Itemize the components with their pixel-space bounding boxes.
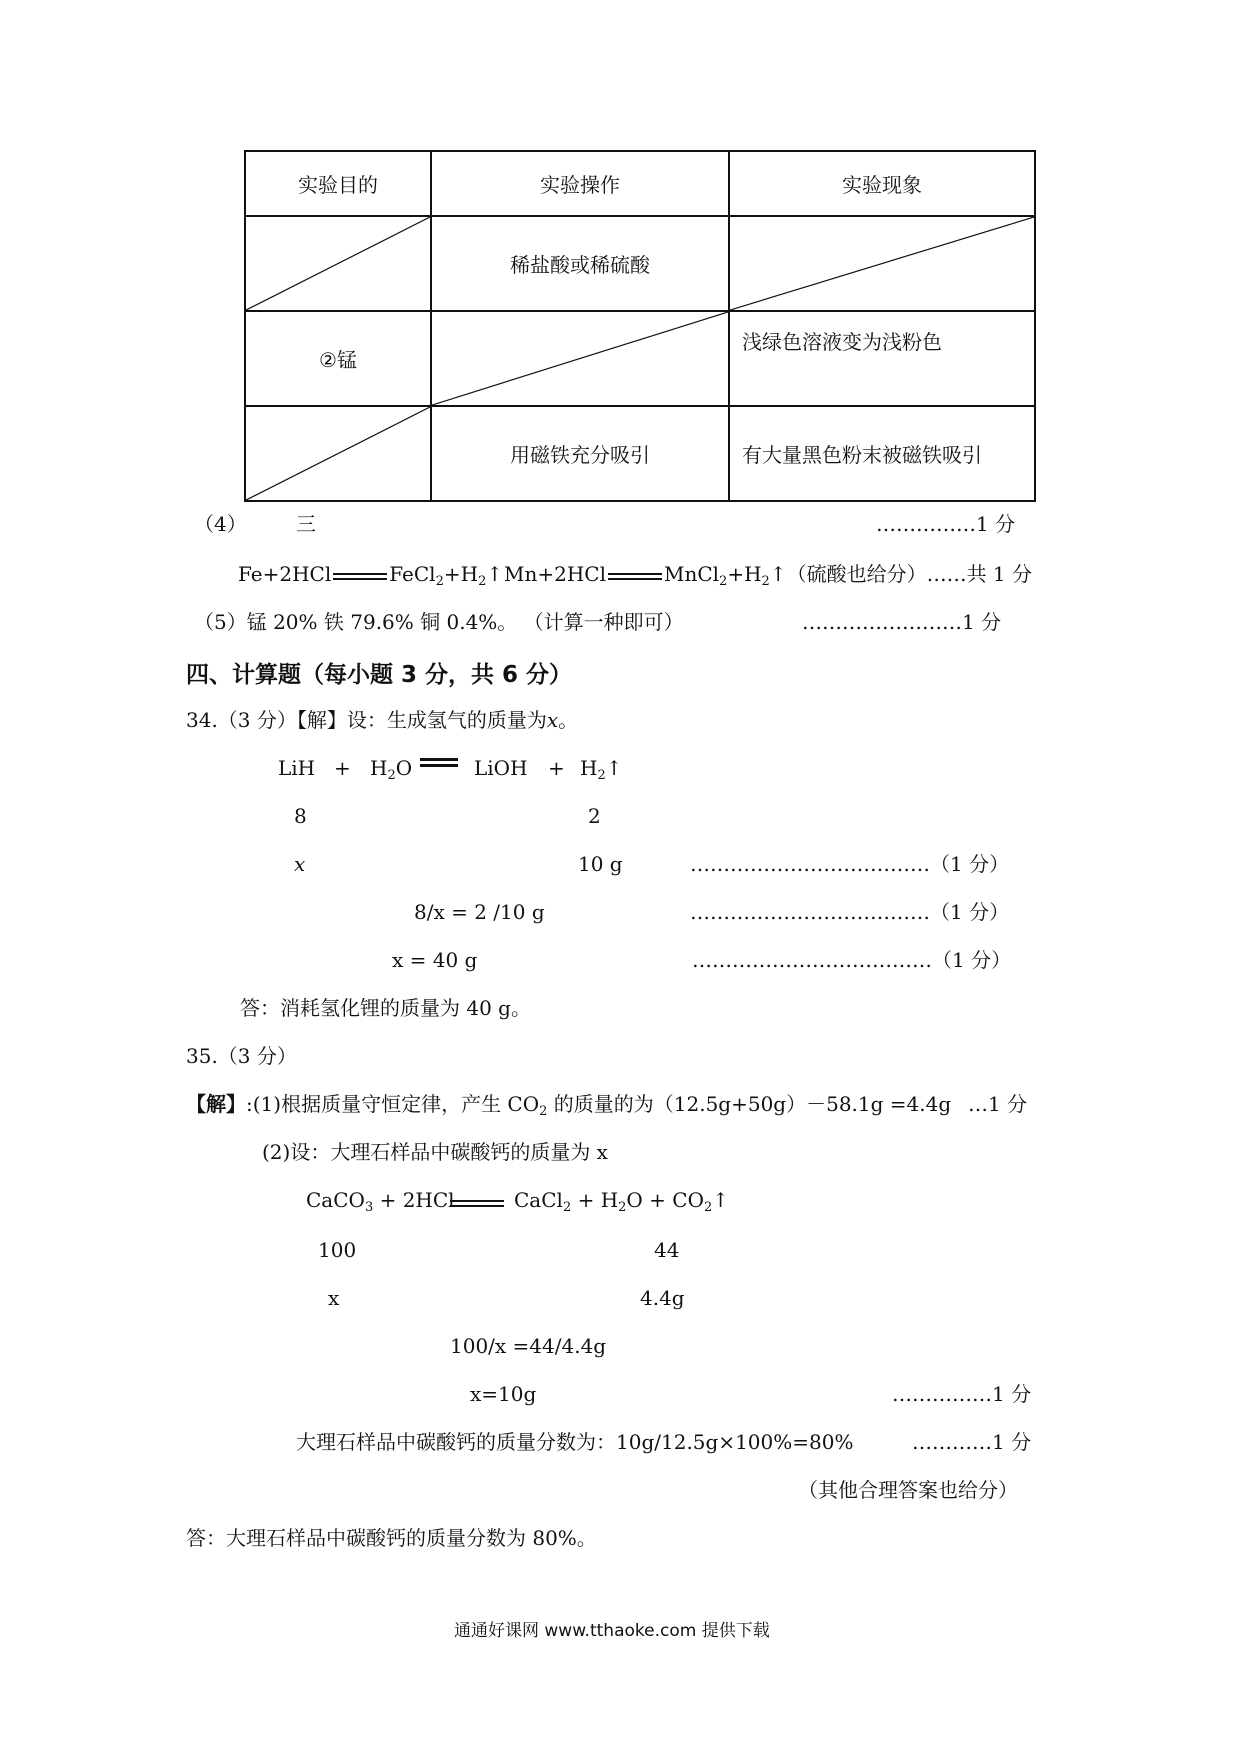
q35-ratio: 100/x =44/4.4g xyxy=(450,1334,607,1358)
plus-sign: + xyxy=(548,756,565,780)
q34-ratio: 8/x = 2 /10 g xyxy=(414,900,545,924)
subscript: 2 xyxy=(562,1200,572,1215)
up-arrow-icon: ↑ xyxy=(769,562,787,586)
q35-part1 xyxy=(186,1092,951,1124)
up-arrow-icon: ↑ xyxy=(712,1188,730,1212)
diagonal-line xyxy=(730,217,1034,310)
q5-text: （5）锰 20% 铁 79.6% 铜 0.4%。 （计算一种即可） xyxy=(194,610,684,634)
q4-score: ……………1 分 xyxy=(876,512,1016,536)
q34-intro xyxy=(186,708,578,732)
formula-part: O + CO xyxy=(626,1188,704,1212)
q4-equation-fe xyxy=(238,562,503,594)
formula-part: + 2HCl xyxy=(373,1188,455,1212)
table-cell: 有大量黑色粉末被磁铁吸引 xyxy=(729,406,1035,501)
q34-score-3: ………………………………（1 分） xyxy=(692,948,1012,972)
variable: x xyxy=(546,708,559,732)
subscript: 2 xyxy=(719,574,728,589)
up-arrow-icon: ↑ xyxy=(605,756,623,780)
subscript: 2 xyxy=(618,1200,627,1215)
diagonal-line xyxy=(432,312,728,405)
q4-equation-mn xyxy=(504,562,1032,594)
table-cell-diagonal xyxy=(729,216,1035,311)
equals-sign xyxy=(450,1200,504,1208)
subscript: 2 xyxy=(704,1200,713,1215)
subscript: 2 xyxy=(539,1104,548,1119)
q34-mass-h2: 2 xyxy=(588,804,601,828)
eq-product: +H xyxy=(727,562,762,586)
eq-product: FeCl xyxy=(389,562,436,586)
q35-percent: 大理石样品中碳酸钙的质量分数为：10g/12.5g×100%=80% xyxy=(296,1430,854,1454)
table-cell: ②锰 xyxy=(245,311,431,406)
q34-product-h2 xyxy=(580,756,623,788)
subscript: 2 xyxy=(387,768,396,783)
table-row xyxy=(245,311,1035,406)
q4-label: （4） xyxy=(194,512,247,536)
subscript: 2 xyxy=(597,768,606,783)
diagonal-line xyxy=(246,217,430,310)
period: 。 xyxy=(558,708,579,732)
eq-reactant: Fe+2HCl xyxy=(238,562,332,586)
table-cell-diagonal xyxy=(245,406,431,501)
q35-part1-text: 的质量的为（12.5g+50g）－58.1g =4.4g xyxy=(547,1092,952,1116)
table-row xyxy=(245,216,1035,311)
q35-part2: (2)设：大理石样品中碳酸钙的质量为 x xyxy=(262,1140,608,1164)
table-cell-diagonal xyxy=(431,311,729,406)
table-cell-diagonal xyxy=(245,216,431,311)
table-cell: 用磁铁充分吸引 xyxy=(431,406,729,501)
eq-reactant: Mn+2HCl xyxy=(504,562,606,586)
q4-note: （硫酸也给分）……共 1 分 xyxy=(786,562,1033,586)
formula-part: H xyxy=(580,756,598,780)
subscript: 2 xyxy=(478,574,487,589)
q34-intro-text: 34.（3 分）【解】设：生成氢气的质量为 xyxy=(186,708,547,732)
formula-part: CaCO xyxy=(306,1188,365,1212)
q35-x: x xyxy=(328,1286,340,1310)
table-header-cell: 实验现象 xyxy=(729,151,1035,216)
table-header-cell: 实验操作 xyxy=(431,151,729,216)
q35-mass-co2: 44 xyxy=(654,1238,680,1262)
plus-sign: + xyxy=(334,756,351,780)
q35-percent-score: …………1 分 xyxy=(912,1430,1032,1454)
formula-part: O xyxy=(395,756,413,780)
up-arrow-icon: ↑ xyxy=(486,562,504,586)
q35-equation-right xyxy=(514,1188,729,1220)
q34-score-2: ………………………………（1 分） xyxy=(690,900,1010,924)
experiment-table xyxy=(244,150,1036,502)
q34-reactant-h2o xyxy=(370,756,412,788)
q4-answer: 三 xyxy=(296,512,316,536)
q35-result-score: ……………1 分 xyxy=(892,1382,1032,1406)
q35-result: x=10g xyxy=(470,1382,537,1406)
q35-answer: 答：大理石样品中碳酸钙的质量分数为 80%。 xyxy=(186,1526,597,1550)
formula-part: CaCl xyxy=(514,1188,563,1212)
solve-tag: 【解】 xyxy=(186,1092,246,1116)
q35-other-note: （其他合理答案也给分） xyxy=(798,1478,1018,1502)
q34-answer: 答：消耗氢化锂的质量为 40 g。 xyxy=(240,996,531,1020)
diagonal-line xyxy=(246,407,430,500)
subscript: 3 xyxy=(364,1200,374,1215)
q34-score-1: ………………………………（1 分） xyxy=(690,852,1010,876)
equals-sign xyxy=(420,758,458,767)
q35-mass-caco3: 100 xyxy=(318,1238,357,1262)
equals-sign xyxy=(606,571,664,581)
table-header-row xyxy=(245,151,1035,216)
subscript: 2 xyxy=(761,574,770,589)
q34-reactant-lih: LiH xyxy=(278,756,316,780)
table-cell: 稀盐酸或稀硫酸 xyxy=(431,216,729,311)
q34-product-lioh: LiOH xyxy=(474,756,528,780)
eq-product: MnCl xyxy=(663,562,720,586)
q35-part1-score: …1 分 xyxy=(968,1092,1028,1116)
table-cell: 浅绿色溶液变为浅粉色 xyxy=(729,311,1035,406)
q34-x: x xyxy=(294,852,306,876)
subscript: 2 xyxy=(435,574,444,589)
table-header-cell: 实验目的 xyxy=(245,151,431,216)
formula-part: + H xyxy=(571,1188,619,1212)
q5-score: ……………………1 分 xyxy=(802,610,1002,634)
q34-mass-lih: 8 xyxy=(294,804,307,828)
q35-equation-left xyxy=(306,1188,455,1220)
footer-text: 通通好课网 www.tthaoke.com 提供下载 xyxy=(454,1621,770,1641)
q34-result: x = 40 g xyxy=(392,948,478,972)
eq-product: +H xyxy=(443,562,479,586)
q35-part1-text: :(1)根据质量守恒定律，产生 CO xyxy=(246,1092,540,1116)
section-heading: 四、计算题（每小题 3 分，共 6 分） xyxy=(186,662,573,688)
table-row xyxy=(245,406,1035,501)
q35-label: 35.（3 分） xyxy=(186,1044,297,1068)
formula-part: H xyxy=(370,756,388,780)
equals-sign xyxy=(331,571,389,581)
q35-4-4g: 4.4g xyxy=(640,1286,685,1310)
q34-10g: 10 g xyxy=(578,852,623,876)
